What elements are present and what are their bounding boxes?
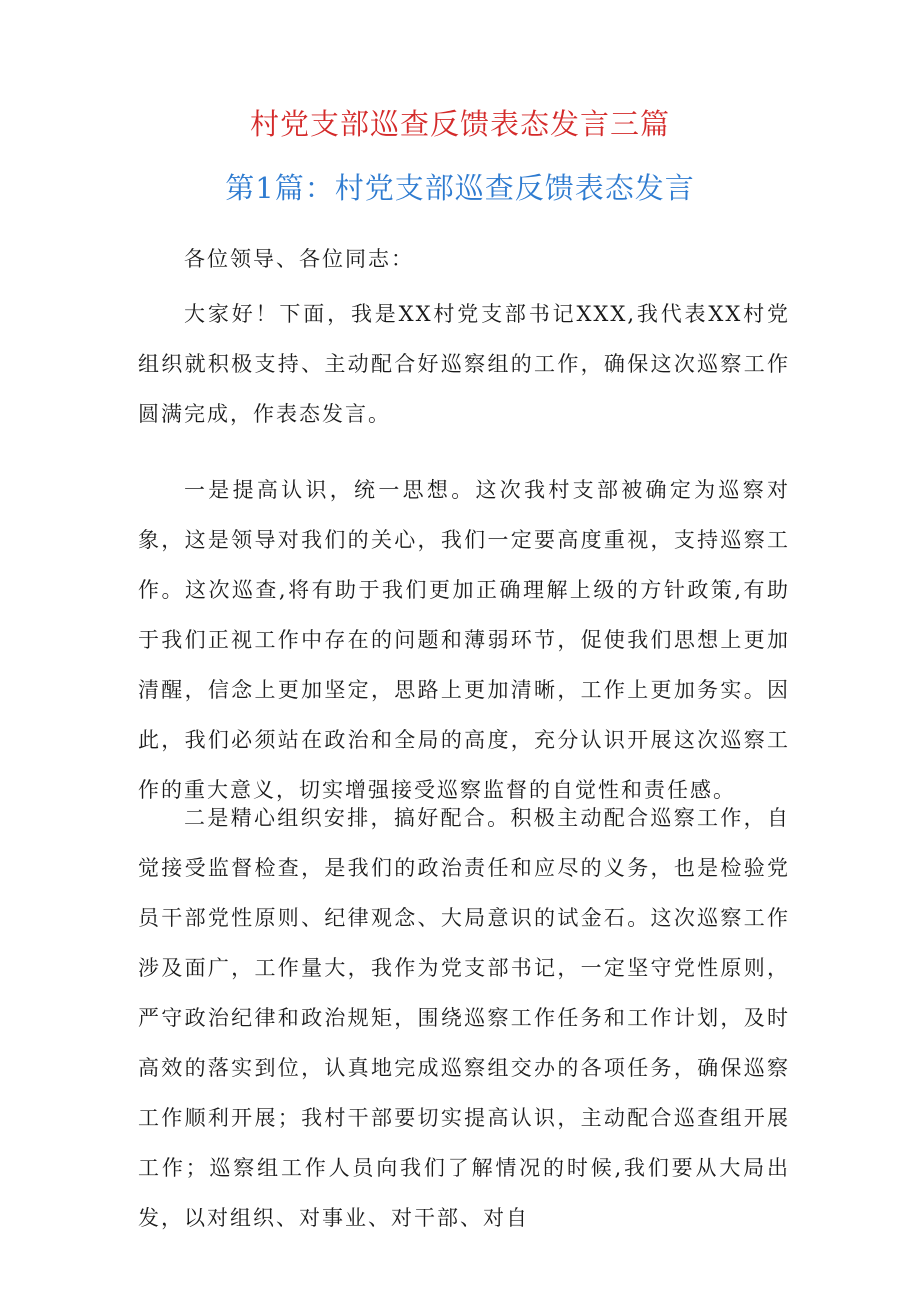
paragraph-point-one: 一是提高认识，统一思想。这次我村支部被确定为巡察对象，这是领导对我们的关心，我们一定要高度重视，支持巡察工作。这次巡查,将有助于我们更加正确理解上级的方针政策,有助于我们正视工作中存在的问题和薄弱环节，促使我们思想上更加清醒，信念上更加坚定，思路上更加清晰，工作上更加务实。因此，我们必须站在政治和全局的高度，充分认识开展这次巡察工作的重大意义，切实增强接受巡察监督的自觉性和责任感。	[138, 478, 790, 802]
document-title: 村党支部巡查反馈表态发言三篇	[249, 107, 670, 141]
paragraph-intro: 大家好！下面，我是XX村党支部书记XXX,我代表XX村党组织就积极支持、主动配合好巡察组的工作，确保这次巡察工作圆满完成，作表态发言。	[138, 302, 790, 426]
section-title: 第1篇：村党支部巡查反馈表态发言	[225, 171, 695, 205]
paragraph-point-two: 二是精心组织安排，搞好配合。积极主动配合巡察工作，自觉接受监督检查，是我们的政治责任和应尽的义务，也是检验党员干部党性原则、纪律观念、大局意识的试金石。这次巡察工作涉及面广，工作量大，我作为党支部书记，一定坚守党性原则，严守政治纪律和政治规矩，围绕巡察工作任务和工作计划，及时高效的落实到位，认真地完成巡察组交办的各项任务，确保巡察工作顺利开展；我村干部要切实提高认识，主动配合巡查组开展工作；巡察组工作人员向我们了解情况的时候,我们要从大局出发，以对组织、对事业、对干部、对自	[138, 806, 790, 1230]
greeting-line: 各位领导、各位同志：	[184, 247, 414, 271]
